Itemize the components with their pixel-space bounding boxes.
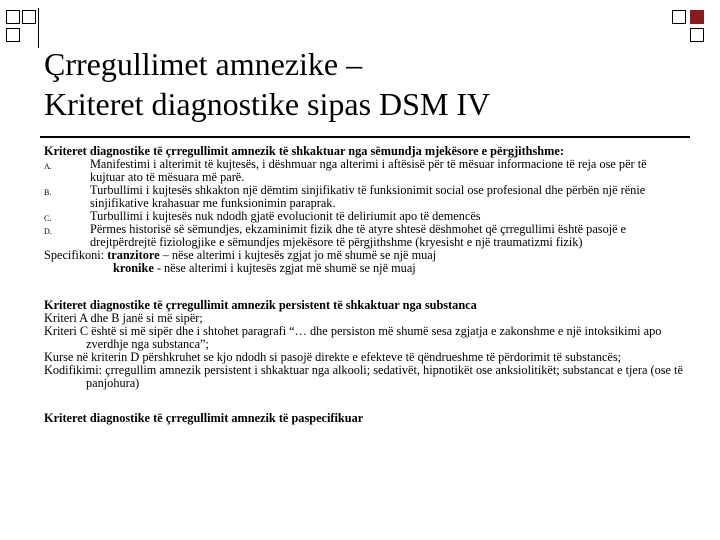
decor-square [22,10,36,24]
decor-square [6,10,20,24]
section1-heading: Kriteret diagnostike të çrregullimit amnezik të shkaktuar nga sëmundja mjekësore e përgjithshme: [44,144,564,158]
criterion-text: Turbullimi i kujtesës nuk ndodh gjatë evolucionit të deliriumit apo të demencës [90,209,481,223]
decor-square-accent [690,10,704,24]
criterion-label: A. [44,162,52,171]
criterion-d [44,223,684,249]
criterion-text: Përmes historisë së sëmundjes, ekzaminimit fizik dhe të atyre shtesë dëshmohet që çrregullimi është pasojë e drejtpërdrejtë fiziologjike e sëmundjes mjekësore të përgjithshme (kryesisht e një traumatizmi fizik) [90,222,627,249]
specify-chronic: kronike [113,261,154,275]
criterion-text: Manifestimi i alterimit të kujtesës, i dëshmuar nga alterimi i aftësisë për të mësuar informacione të reja ose për të kujtuar ato të mësuara më parë. [90,157,647,184]
section2-line: Kurse në kriterin D përshkruhet se kjo ndodh si pasojë direkte e efekteve të qëndrueshme të përdorimit të substancës; [44,350,622,364]
criterion-b [44,184,684,210]
section2-heading: Kriteret diagnostike të çrregullimit amnezik persistent të shkaktuar nga substanca [44,298,477,312]
title-line-2: Kriteret diagnostike sipas DSM IV [44,86,491,122]
specify-transitory: tranzitore [107,248,160,262]
decor-square [690,28,704,42]
slide-content [44,145,684,425]
section2-line: Kriteri C është si më sipër dhe i shtohet paragrafi “… dhe persiston më shumë sesa zgjatja e zakonshme e një intoksikimi apo zverdhje nga substanca”; [44,324,662,351]
specify-chronic-line [44,262,684,275]
criterion-label: C. [44,214,52,223]
section2-line: Kodifikimi: çrregullim amnezik persistent i shkaktuar nga alkooli; sedativët, hipnotikët ose anksiolitikët; substancat e tjera (ose të panjohura) [44,363,683,390]
specify-chronic-text: - nëse alterimi i kujtesës zgjat më shumë se një muaj [153,261,416,275]
decor-square [6,28,20,42]
criterion-a [44,158,684,184]
specify-prefix: Specifikoni: [44,248,108,262]
decor-square [672,10,686,24]
section2-line: Kriteri A dhe B janë si më sipër; [44,311,203,325]
criterion-label: B. [44,188,52,197]
slide-title [44,44,490,124]
decor-vertical-line [38,8,39,48]
criterion-label: D. [44,227,52,236]
criterion-text: Turbullimi i kujtesës shkakton një dëmtim sinjifikativ të funksionimit social ose profesional dhe përbën një rënie sinjifikative krahasuar me funksionimin paraprak. [90,183,646,210]
title-line-1: Çrregullimet amnezike – [44,46,363,82]
section3-heading: Kriteret diagnostike të çrregullimit amnezik të paspecifikuar [44,411,364,425]
specify-transitory-text: – nëse alterimi i kujtesës zgjat jo më shumë se një muaj [159,248,437,262]
title-divider [40,136,690,138]
